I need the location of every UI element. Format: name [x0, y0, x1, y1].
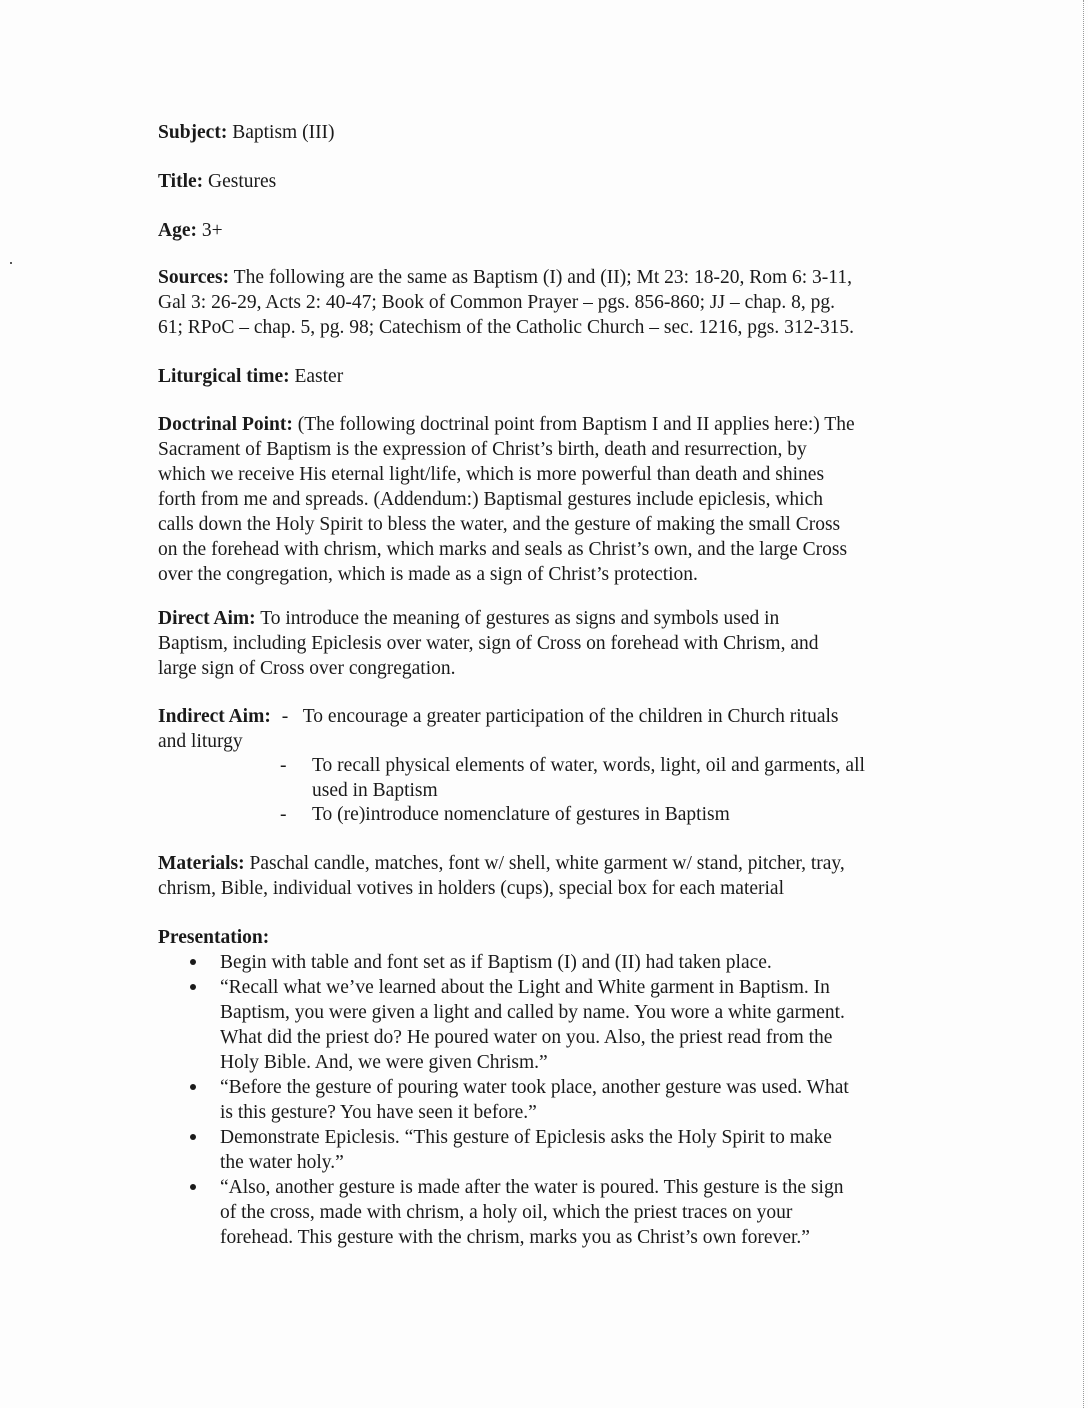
direct-aim-line — [158, 606, 938, 631]
doctrinal-point-line: on the forehead with chrism, which marks and seals as Christ’s own, and the large Cross — [158, 539, 848, 560]
materials-paragraph — [158, 851, 938, 901]
indirect-aim-line-text: To encourage a greater participation of the children in Church rituals — [302, 706, 839, 727]
indirect-aim-item-line: used in Baptism — [312, 780, 438, 801]
liturgical-time-value: Easter — [294, 366, 344, 387]
doctrinal-point-line: over the congregation, which is made as a sign of Christ’s protection. — [158, 564, 698, 585]
indirect-aim-item-line: To (re)introduce nomenclature of gestures in Baptism — [312, 804, 730, 825]
dash-marker: - — [280, 755, 287, 776]
doctrinal-point-line: Sacrament of Baptism is the expression of Christ’s birth, death and resurrection, by — [158, 439, 807, 460]
subject-label: Subject: — [158, 122, 228, 143]
age-label: Age: — [158, 220, 197, 241]
direct-aim-paragraph — [158, 606, 938, 681]
liturgical-time-field — [158, 364, 938, 389]
materials-line — [158, 851, 938, 876]
sources-line: 61; RPoC – chap. 5, pg. 98; Catechism of the Catholic Church – sec. 1216, pgs. 312-315. — [158, 317, 854, 338]
presentation-item-line: the water holy.” — [220, 1152, 344, 1173]
age-value: 3+ — [201, 220, 223, 241]
presentation-item-line: “Also, another gesture is made after the water is poured. This gesture is the sign — [220, 1177, 844, 1198]
title-label: Title: — [158, 171, 204, 192]
direct-aim-line-text: To introduce the meaning of gestures as signs and symbols used in — [260, 608, 780, 629]
presentation-item-line: Demonstrate Epiclesis. “This gesture of Epiclesis asks the Holy Spirit to make — [220, 1127, 832, 1148]
doctrinal-point-line: forth from me and spreads. (Addendum:) Baptismal gestures include epiclesis, which — [158, 489, 823, 510]
doctrinal-point-line: calls down the Holy Spirit to bless the water, and the gesture of making the small Cross — [158, 514, 841, 535]
materials-label: Materials: — [158, 853, 245, 874]
indirect-aim-line — [158, 704, 938, 729]
presentation-item-line: Baptism, you were given a light and called by name. You wore a white garment. — [220, 1002, 845, 1023]
age-field — [158, 218, 938, 243]
sources-paragraph — [158, 265, 938, 340]
scan-speck — [10, 262, 12, 264]
title-field — [158, 169, 938, 194]
title-value: Gestures — [208, 171, 277, 192]
bullet-icon — [190, 1134, 196, 1140]
doctrinal-point-paragraph — [158, 412, 938, 587]
subject-field — [158, 120, 938, 145]
presentation-item-line: Begin with table and font set as if Baptism (I) and (II) had taken place. — [220, 952, 772, 973]
bullet-icon — [190, 984, 196, 990]
indirect-aim-paragraph — [158, 704, 938, 754]
sources-line: Gal 3: 26-29, Acts 2: 40-47; Book of Common Prayer – pgs. 856-860; JJ – chap. 8, pg. — [158, 292, 836, 313]
liturgical-time-label: Liturgical time: — [158, 366, 290, 387]
doctrinal-point-line-text: (The following doctrinal point from Baptism I and II applies here:) The — [297, 414, 855, 435]
materials-line: chrism, Bible, individual votives in holders (cups), special box for each material — [158, 878, 784, 899]
sources-label: Sources: — [158, 267, 230, 288]
bullet-icon — [190, 1184, 196, 1190]
indirect-aim-item-line: To recall physical elements of water, words, light, oil and garments, all — [312, 755, 865, 776]
doctrinal-point-line — [158, 412, 938, 437]
presentation-item-line: is this gesture? You have seen it before.” — [220, 1102, 537, 1123]
presentation-item-line: “Recall what we’ve learned about the Light and White garment in Baptism. In — [220, 977, 830, 998]
direct-aim-label: Direct Aim: — [158, 608, 256, 629]
sources-line — [158, 265, 938, 290]
direct-aim-line: large sign of Cross over congregation. — [158, 658, 456, 679]
presentation-item-line: forehead. This gesture with the chrism, marks you as Christ’s own forever.” — [220, 1227, 810, 1248]
indirect-aim-dash: - — [281, 706, 289, 727]
subject-value: Baptism (III) — [232, 122, 335, 143]
materials-line-text: Paschal candle, matches, font w/ shell, white garment w/ stand, pitcher, tray, — [249, 853, 845, 874]
presentation-item-line: of the cross, made with chrism, a holy oil, which the priest traces on your — [220, 1202, 793, 1223]
presentation-item-line: Holy Bible. And, we were given Chrism.” — [220, 1052, 548, 1073]
presentation-heading — [158, 925, 938, 950]
doctrinal-point-line: which we receive His eternal light/life, which is more powerful than death and shines — [158, 464, 825, 485]
presentation-label: Presentation: — [158, 927, 270, 948]
scan-edge-border — [1082, 0, 1084, 1408]
presentation-item-line: “Before the gesture of pouring water took place, another gesture was used. What — [220, 1077, 849, 1098]
indirect-aim-label: Indirect Aim: — [158, 706, 271, 727]
presentation-item-line: What did the priest do? He poured water on you. Also, the priest read from the — [220, 1027, 833, 1048]
dash-marker: - — [280, 804, 287, 825]
indirect-aim-line: and liturgy — [158, 731, 243, 752]
doctrinal-point-label: Doctrinal Point: — [158, 414, 293, 435]
direct-aim-line: Baptism, including Epiclesis over water, sign of Cross on forehead with Chrism, and — [158, 633, 819, 654]
bullet-icon — [190, 959, 196, 965]
bullet-icon — [190, 1084, 196, 1090]
sources-line-text: The following are the same as Baptism (I) and (II); Mt 23: 18-20, Rom 6: 3-11, — [233, 267, 852, 288]
